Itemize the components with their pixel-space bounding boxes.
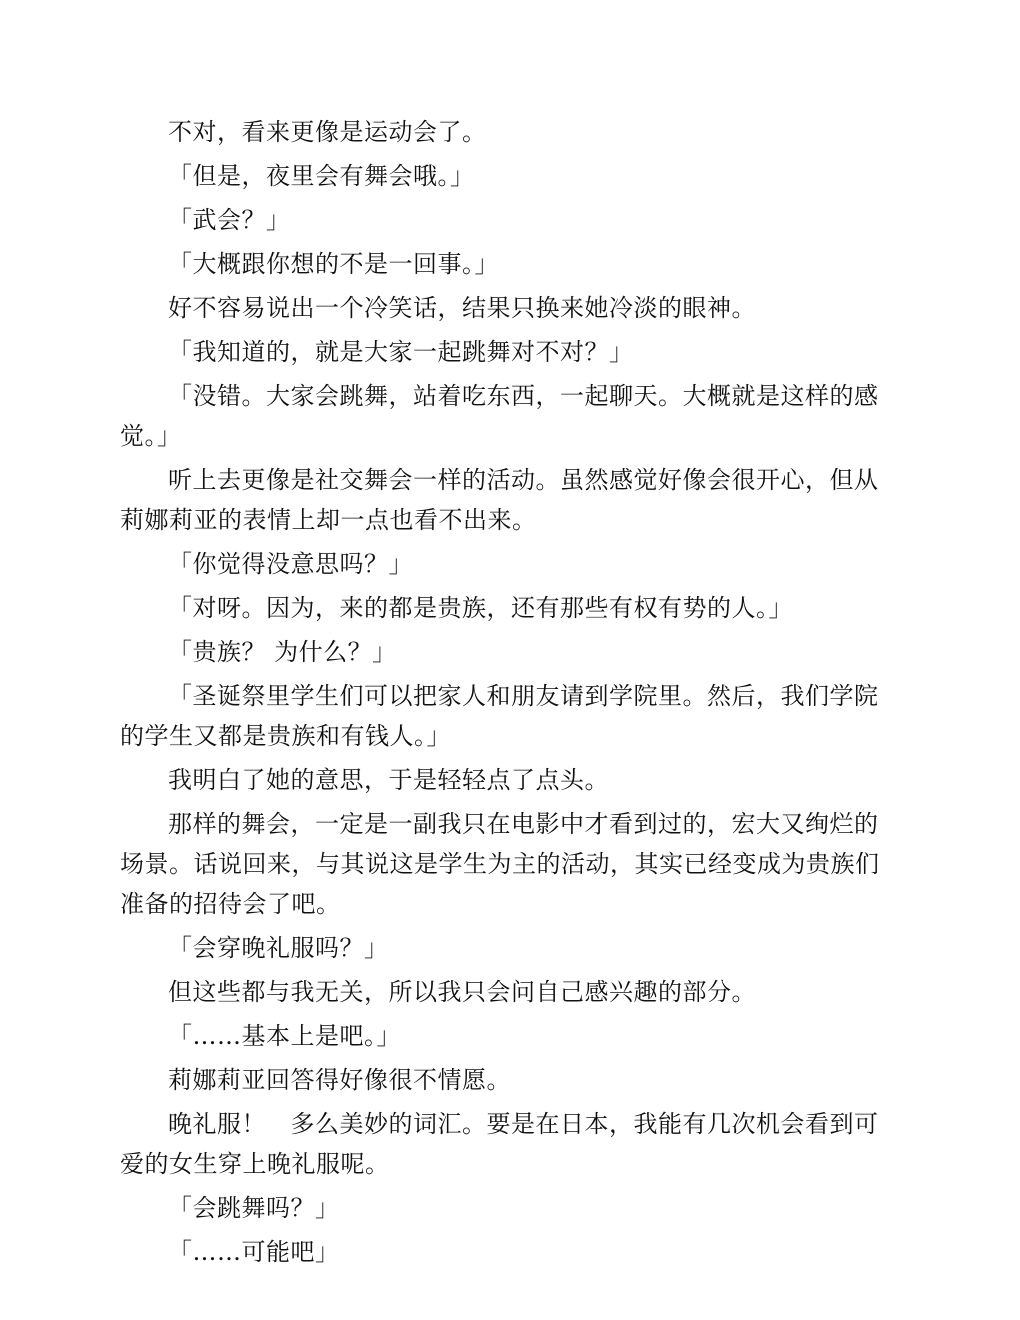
paragraph: 不对，看来更像是运动会了。 [168,118,487,146]
paragraph: 莉娜莉亚回答得好像很不情愿。 [168,1066,511,1094]
paragraph: 「但是，夜里会有舞会哦。」 [168,162,475,190]
paragraph: 「……基本上是吧。」 [168,1022,401,1050]
paragraph: 「会穿晚礼服吗？」 [168,934,389,962]
paragraph: 「对呀。因为，来的都是贵族，还有那些有权有势的人。」 [168,594,793,622]
paragraph: 听上去更像是社交舞会一样的活动。虽然感觉好像会很开心，但从莉娜莉亚的表情上却一点也看不出来。 [120,466,879,534]
paragraph: 「……可能吧」 [168,1238,340,1266]
paragraph: 「没错。大家会跳舞，站着吃东西，一起聊天。大概就是这样的感觉。」 [120,382,879,450]
paragraph: 「圣诞祭里学生们可以把家人和朋友请到学院里。然后，我们学院的学生又都是贵族和有钱人。」 [120,682,879,750]
paragraph: 「我知道的，就是大家一起跳舞对不对？」 [168,338,634,366]
document-page [120,112,900,1266]
paragraph: 那样的舞会，一定是一副我只在电影中才看到过的，宏大又绚烂的场景。话说回来，与其说这是学生为主的活动，其实已经变成为贵族们准备的招待会了吧。 [120,810,880,918]
paragraph: 「贵族？ 为什么？」 [168,638,397,666]
paragraph: 晚礼服！ 多么美妙的词汇。要是在日本，我能有几次机会看到可爱的女生穿上晚礼服呢。 [120,1110,879,1178]
paragraph: 「武会？」 [168,206,291,234]
paragraph: 我明白了她的意思，于是轻轻点了点头。 [168,766,609,794]
paragraph: 「你觉得没意思吗？」 [168,550,413,578]
paragraph: 但这些都与我无关，所以我只会问自己感兴趣的部分。 [168,978,756,1006]
paragraph: 「大概跟你想的不是一回事。」 [168,250,499,278]
paragraph: 「会跳舞吗？」 [168,1194,340,1222]
paragraph: 好不容易说出一个冷笑话，结果只换来她冷淡的眼神。 [168,294,756,322]
